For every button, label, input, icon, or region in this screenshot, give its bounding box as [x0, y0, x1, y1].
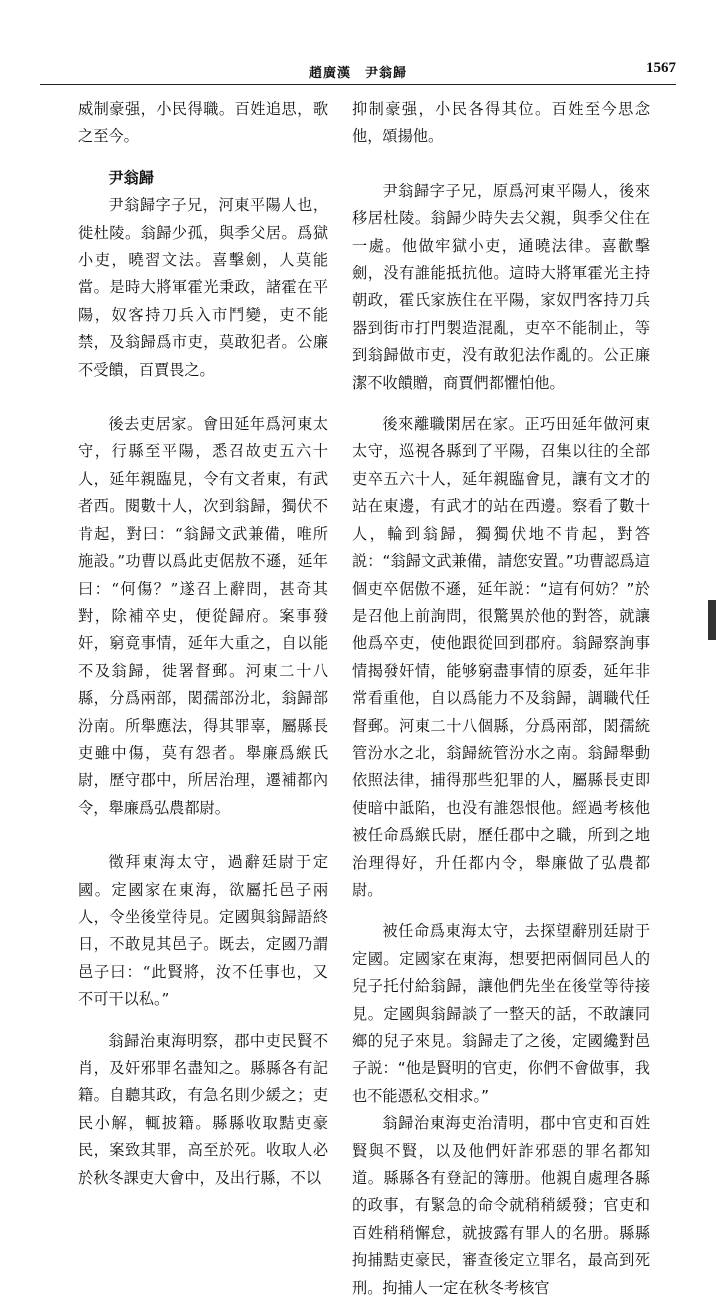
translation-paragraph-0: 抑制豪强，小民各得其位。百姓至今思念他，頌揚他。: [352, 100, 650, 146]
translation-paragraph-1: 尹翁歸字子兄，原爲河東平陽人，後來移居杜陵。翁歸少時失去父親，與季父住在一處。他做牢獄小吏，通曉法律。喜歡擊劍，没有誰能抵抗他。這時大將軍霍光主持朝政，霍氏家族住在平陽，家奴門客持刀兵器到街市打門製造混亂，吏卒不能制止，等到翁歸做市吏，没有敢犯法作亂的。公正廉潔不收饋贈，商賈們都懼怕他。: [352, 181, 650, 392]
page-edge-mark: [708, 600, 716, 640]
translation-paragraph-2: 後來離職閑居在家。正巧田延年做河東太守，巡視各縣到了平陽，召集以往的全部吏卒五六十人，延年親臨會見，讓有文才的站在東邊，有武才的站在西邊。察看了數十人，輪到翁歸，獨獨伏地不肯起，對答説：“翁歸文武兼備，請您安置。”功曹認爲這個吏卒倨傲不遜，延年説：“這有何妨？”於是召他上前詢問，很驚異於他的對答，就讓他爲卒吏，使他跟從回到郡府。翁歸察詢事情揭發奸情，能够窮盡事情的原委，延年非常看重他，自以爲能力不及翁歸，調職代任督郵。河東二十八個縣，分爲兩部，閎孺統管汾水之北，翁歸統管汾水之南。翁歸舉動依照法律，捕得那些犯罪的人，屬縣長吏即使暗中詆陷，也没有誰怨恨他。經過考核他被任命爲緱氏尉，歷任郡中之職，所到之地治理得好，升任都内令，舉廉做了弘農都尉。: [352, 415, 650, 899]
classical-paragraph-3: 徵拜東海太守，過辭廷尉于定國。定國家在東海，欲屬托邑子兩人，令坐後堂待見。定國與翁歸語終日，不敢見其邑子。既去，定國乃謂邑子曰：“此賢將，汝不任事也，又不可干以私。”: [78, 853, 328, 1009]
classical-paragraph-2: 後去吏居家。會田延年爲河東太守，行縣至平陽，悉召故吏五六十人，延年親臨見，令有文者東，有武者西。閱數十人，次到翁歸，獨伏不肯起，對曰：“翁歸文武兼備，唯所施設。”功曹以爲此吏倨敖不遜，延年曰：“何傷？”遂召上辭問，甚奇其對，除補卒史，便從歸府。案事發奸，窮竟事情，延年大重之，自以能不及翁歸，徙署督郵。河東二十八縣，分爲兩部，閎孺部汾北，翁歸部汾南。所舉應法，得其罪辜，屬縣長吏雖中傷，莫有怨者。舉廉爲緱氏尉，歷守郡中，所居治理，遷補都內令，舉廉爲弘農都尉。: [78, 415, 328, 817]
classical-paragraph-0: 威制豪强，小民得職。百姓追思，歌之至今。: [78, 100, 328, 146]
translation-paragraph-3: 被任命爲東海太守，去探望辭別廷尉于定國。定國家在東海，想要把兩個同邑人的兒子托付給翁歸，讓他們先坐在後堂等待接見。定國與翁歸談了一整天的話，不敢讓同鄉的兒子來見。翁歸走了之後，定國纔對邑子説：“他是賢明的官吏，你們不會做事，我也不能憑私交相求。”: [352, 922, 650, 1105]
running-title: 趙廣漢 尹翁歸: [308, 66, 407, 81]
section-heading: 尹翁歸: [108, 168, 154, 187]
classical-paragraph-1: 尹翁歸字子兄，河東平陽人也，徙杜陵。翁歸少孤，與季父居。爲獄小吏，曉習文法。喜擊劍，人莫能當。是時大將軍霍光秉政，諸霍在平陽，奴客持刀兵入市鬥變，吏不能禁，及翁歸爲市吏，莫敢犯者。公廉不受饋，百賈畏之。: [78, 196, 328, 379]
classical-text-column: [78, 96, 328, 1192]
page-number: 1567: [646, 60, 676, 76]
translation-paragraph-4: 翁歸治東海吏治清明，郡中官吏和百姓賢與不賢，以及他們奸詐邪惡的罪名都知道。縣縣各有登記的簿册。他親自處理各縣的政事，有緊急的命令就稍稍緩發；官吏和百姓稍稍懈怠，就披露有罪人的名册。縣縣拘捕黠吏豪民，審查後定立罪名，最高到死刑。拘捕人一定在秋冬考核官: [352, 1114, 650, 1297]
classical-paragraph-4: 翁歸治東海明察，郡中吏民賢不肖，及奸邪罪名盡知之。縣縣各有記籍。自聽其政，有急名則少緩之；吏民小解，輒披籍。縣縣收取黠吏豪民，案致其罪，高至於死。收取人必於秋冬課吏大會中，及出行縣，不以: [78, 1031, 328, 1187]
page-header: [40, 56, 676, 85]
translation-column: [352, 96, 650, 1302]
